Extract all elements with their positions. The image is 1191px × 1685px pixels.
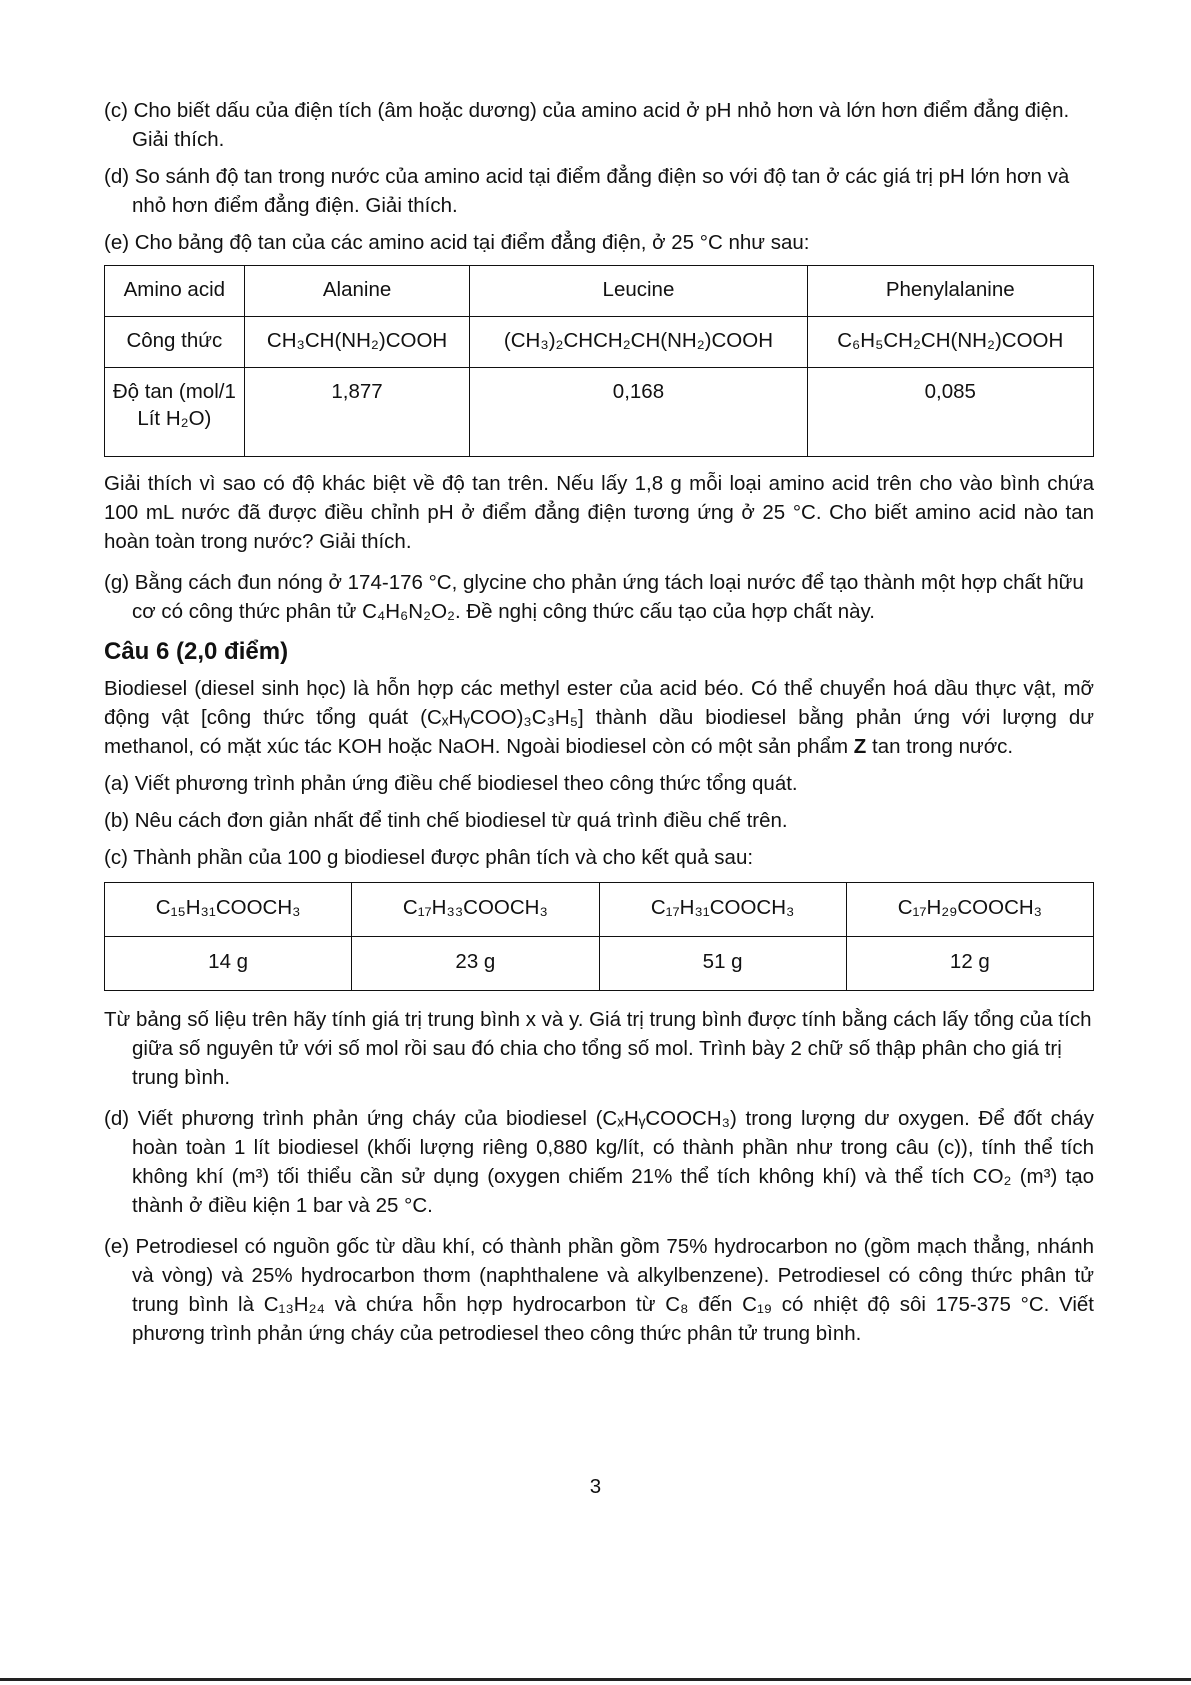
compound-1: C₁₅H₃₁COOCH₃ bbox=[105, 883, 352, 937]
after-table-paragraph: Giải thích vì sao có độ khác biệt về độ tan trên. Nếu lấy 1,8 g mỗi loại amino acid trên cho vào bình chứa 100 mL nước đã được điều chỉnh pH ở điểm đẳng điện tương ứng ở 25 °C. Cho biết amino acid nào tan hoàn toàn trong nước? Giải thích. bbox=[104, 472, 1094, 553]
question-6-heading: Câu 6 (2,0 điểm) bbox=[104, 638, 289, 665]
solubility-phenylalanine: 0,085 bbox=[807, 368, 1094, 457]
compound-3: C₁₇H₃₁COOCH₃ bbox=[599, 883, 846, 937]
formula-label: Công thức bbox=[105, 317, 245, 368]
document-page bbox=[104, 96, 1094, 1348]
solubility-label: Độ tan (mol/1 Lít H₂O) bbox=[105, 368, 245, 457]
compound-4: C₁₇H₂₉COOCH₃ bbox=[846, 883, 1093, 937]
q6-part-e: (e) Petrodiesel có nguồn gốc từ dầu khí, có thành phần gồm 75% hydrocarbon no (gồm mạch thẳng, nhánh và vòng) và 25% hydrocarbon thơm (naphthalene và alkylbenzene). Petrodiesel có công thức phân tử trung bình là C₁₃H₂₄ và chứa hỗn hợp hydrocarbon từ C₈ đến C₁₉ có nhiệt độ sôi 175-375 °C. Viết phương trình phản ứng cháy của petrodiesel theo công thức phân tử trung bình. bbox=[104, 1235, 1094, 1345]
biodiesel-composition-table bbox=[104, 882, 1094, 991]
q6-part-b: (b) Nêu cách đơn giản nhất để tinh chế biodiesel từ quá trình điều chế trên. bbox=[104, 809, 788, 832]
composition-compound-row bbox=[105, 883, 1094, 937]
solubility-table-formula-row bbox=[105, 317, 1094, 368]
solubility-table-value-row bbox=[105, 368, 1094, 457]
q6-part-c-followup: Từ bảng số liệu trên hãy tính giá trị trung bình x và y. Giá trị trung bình được tính bằng cách lấy tổng của tích giữa số nguyên tử với số mol rồi sau đó chia cho tổng số mol. Trình bày 2 chữ số thập phân cho giá trị trung bình. bbox=[104, 1008, 1092, 1089]
composition-mass-row bbox=[105, 937, 1094, 991]
intro-text-1: Biodiesel (diesel sinh học) là hỗn hợp các methyl ester của acid béo. Có thể chuyển hoá dầu thực vật, mỡ động vật [công thức tổng quát (CₓHᵧCOO)₃C₃H₅] thành dầu biodiesel bằng phản ứng với lượng dư methanol, có mặt xúc tác KOH hoặc NaOH. Ngoài biodiesel còn có một sản phẩm bbox=[104, 677, 1094, 758]
mass-1: 14 g bbox=[105, 937, 352, 991]
part-g-text: (g) Bằng cách đun nóng ở 174-176 °C, glycine cho phản ứng tách loại nước để tạo thành một hợp chất hữu cơ có công thức phân tử C₄H₆N₂O₂. Đề nghị công thức cấu tạo của hợp chất này. bbox=[104, 571, 1084, 623]
header-phenylalanine: Phenylalanine bbox=[807, 266, 1094, 317]
part-d-text: (d) So sánh độ tan trong nước của amino acid tại điểm đẳng điện so với độ tan ở các giá trị pH lớn hơn và nhỏ hơn điểm đẳng điện. Giải thích. bbox=[104, 165, 1070, 217]
header-leucine: Leucine bbox=[470, 266, 807, 317]
formula-alanine: CH₃CH(NH₂)COOH bbox=[244, 317, 470, 368]
q6-part-d: (d) Viết phương trình phản ứng cháy của biodiesel (CₓHᵧCOOCH₃) trong lượng dư oxygen. Để đốt cháy hoàn toàn 1 lít biodiesel (khối lượng riêng 0,880 kg/lít, có thành phần như trong câu (c)), tính thể tích không khí (m³) tối thiểu cần sử dụng (oxygen chiếm 21% thể tích không khí) và thể tích CO₂ (m³) tạo thành ở điều kiện 1 bar và 25 °C. bbox=[104, 1107, 1094, 1217]
formula-leucine: (CH₃)₂CHCH₂CH(NH₂)COOH bbox=[470, 317, 807, 368]
page-number: 3 bbox=[589, 1475, 602, 1498]
part-e-text: (e) Cho bảng độ tan của các amino acid tại điểm đẳng điện, ở 25 °C như sau: bbox=[104, 231, 810, 254]
mass-4: 12 g bbox=[846, 937, 1093, 991]
intro-text-2: tan trong nước. bbox=[866, 735, 1014, 758]
formula-phenylalanine: C₆H₅CH₂CH(NH₂)COOH bbox=[807, 317, 1094, 368]
solubility-alanine: 1,877 bbox=[244, 368, 470, 457]
q6-part-c: (c) Thành phần của 100 g biodiesel được phân tích và cho kết quả sau: bbox=[104, 846, 754, 869]
mass-2: 23 g bbox=[352, 937, 599, 991]
solubility-table bbox=[104, 265, 1094, 457]
solubility-leucine: 0,168 bbox=[470, 368, 807, 457]
header-alanine: Alanine bbox=[244, 266, 470, 317]
mass-3: 51 g bbox=[599, 937, 846, 991]
product-z-label: Z bbox=[853, 735, 867, 758]
part-c-text: (c) Cho biết dấu của điện tích (âm hoặc dương) của amino acid ở pH nhỏ hơn và lớn hơn điểm đẳng điện. Giải thích. bbox=[104, 99, 1070, 151]
solubility-table-header-row bbox=[105, 266, 1094, 317]
question-6-intro bbox=[104, 674, 1094, 761]
q6-part-a: (a) Viết phương trình phản ứng điều chế biodiesel theo công thức tổng quát. bbox=[104, 772, 798, 795]
header-amino-acid: Amino acid bbox=[105, 266, 245, 317]
compound-2: C₁₇H₃₃COOCH₃ bbox=[352, 883, 599, 937]
bottom-border-line bbox=[0, 1678, 1191, 1681]
